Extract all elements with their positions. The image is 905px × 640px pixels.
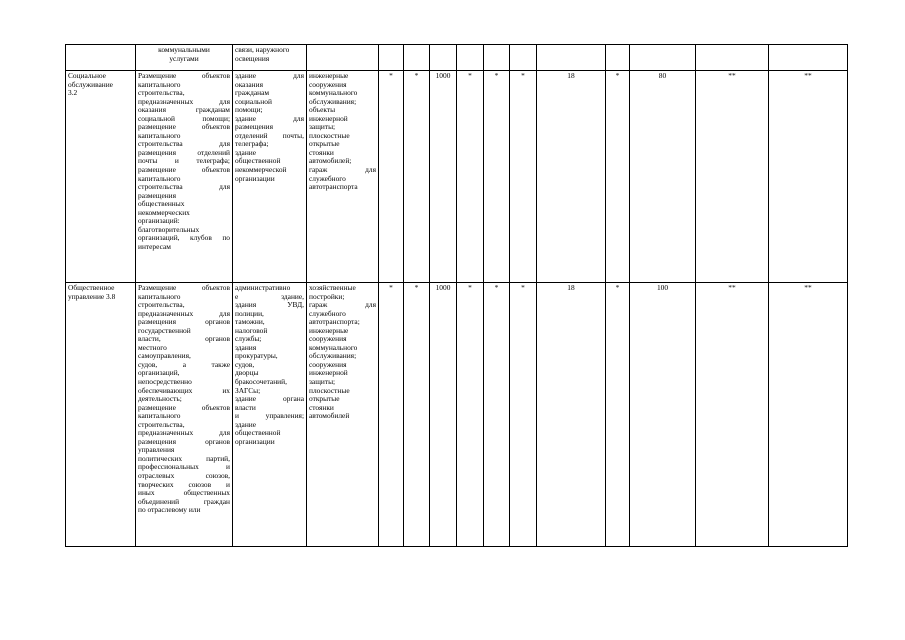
cell-line: организаций, клубов по (138, 233, 230, 243)
cell-line: плоскостные (309, 385, 350, 395)
cell-line: размещение объектов (138, 122, 230, 132)
cell-line: обслуживания; (309, 96, 357, 106)
cell-v9: 100 (630, 283, 696, 547)
cell-line: строительства, (138, 88, 185, 98)
cell-line: размещение объектов (138, 402, 230, 412)
cell-line: строительства для (138, 182, 230, 192)
cell-line: автомобилей; (309, 156, 352, 166)
cell-v2: * (404, 71, 430, 283)
cell-v10 (696, 45, 769, 71)
cell-line: почты и телеграфа; (138, 156, 230, 166)
cell-v7 (537, 45, 606, 71)
cell-v2: * (404, 283, 430, 547)
cell-v8: * (606, 283, 630, 547)
cell-line: самоуправления, (138, 351, 191, 361)
cell-line: интересам (138, 241, 171, 251)
cell-line: сооружения (309, 334, 347, 344)
cell-v10: ** (696, 283, 769, 547)
cell-v5 (484, 45, 510, 71)
cell-line: защиты; (309, 377, 336, 387)
cell-line: здание (235, 419, 257, 429)
cell-v6: * (510, 283, 537, 547)
cell-permitted-use: коммунальными услугами (136, 45, 233, 71)
cell-line: объекты (309, 105, 336, 115)
cell-line: прокуратуры, (235, 351, 278, 361)
cell-line: хозяйственные (309, 283, 356, 292)
cell-line: Социальное (68, 71, 106, 80)
cell-v4: * (457, 71, 484, 283)
cell-line: иных общественных (138, 488, 230, 498)
cell-line: стоянки (309, 402, 334, 412)
cell-line: общественной (235, 156, 281, 166)
cell-line: некоммерческой (235, 165, 287, 175)
cell-v7: 18 (537, 283, 606, 547)
cell-v7: 18 (537, 71, 606, 283)
cell-line: объединений граждан (138, 496, 230, 506)
cell-line: предназначенных для (138, 96, 230, 106)
regulations-table (65, 44, 848, 547)
cell-line: коммунального (309, 342, 358, 352)
cell-line: размещение объектов (138, 165, 230, 175)
cell-v11: ** (769, 71, 848, 283)
cell-v3: 1000 (430, 283, 457, 547)
cell-line: социальной (235, 96, 272, 106)
cell-line: телеграфа; (235, 139, 269, 149)
cell-line: строительства для (138, 139, 230, 149)
cell-line: инженерные (309, 325, 349, 335)
cell-line: отделений почты, (235, 130, 304, 140)
cell-line: здание (235, 147, 257, 157)
cell-v11: ** (769, 283, 848, 547)
cell-line: социальной помощи; (138, 113, 230, 123)
cell-line: административно (235, 283, 291, 292)
cell-line: капитального (138, 291, 181, 301)
cell-line: плоскостные (309, 130, 350, 140)
cell-line: стоянки (309, 147, 334, 157)
cell-line: автотранспорта; (309, 317, 360, 327)
cell-v5: * (484, 283, 510, 547)
cell-line: предназначенных для (138, 308, 230, 318)
cell-line: е здание, (235, 291, 304, 301)
cell-v5: * (484, 71, 510, 283)
cell-line: размещения (138, 190, 177, 200)
cell-line: капитального (138, 411, 181, 421)
cell-line: общественной (235, 428, 281, 438)
cell-v8: * (606, 71, 630, 283)
cell-line: инженерные (309, 71, 349, 80)
cell-line: открытые (309, 139, 340, 149)
cell-line: деятельность; (138, 394, 182, 404)
cell-line: власти (235, 402, 256, 412)
cell-v3 (430, 45, 457, 71)
cell-line: инженерной (309, 113, 348, 123)
cell-line: власти, органов (138, 334, 230, 344)
cell-v9 (630, 45, 696, 71)
cell-line: бракосочетаний, (235, 377, 287, 387)
cell-line: Общественное (68, 283, 115, 292)
cell-v3: 1000 (430, 71, 457, 283)
cell-auxiliary (307, 71, 379, 283)
cell-line: сооружения (309, 359, 347, 369)
cell-line: здание для (235, 113, 304, 123)
table-row-continuation (66, 45, 848, 71)
cell-line: благотворительных (138, 224, 200, 234)
cell-line: капитального (138, 173, 181, 183)
cell-name (66, 71, 136, 283)
cell-line: капитального (138, 130, 181, 140)
cell-line: отраслевых союзов, (138, 471, 230, 481)
cell-line: дворцы (235, 368, 259, 378)
cell-line: размещения органов (138, 317, 230, 327)
cell-v8 (606, 45, 630, 71)
cell-line: обеспечивающих их (138, 385, 230, 395)
cell-line: некоммерческих (138, 207, 190, 217)
cell-permitted-use (136, 283, 233, 547)
cell-line: здание для (235, 71, 304, 80)
table-row (66, 283, 848, 547)
cell-line: здания (235, 342, 257, 352)
cell-line: автомобилей (309, 411, 350, 421)
cell-line: гараж для (309, 165, 376, 175)
cell-v4 (457, 45, 484, 71)
cell-line: таможни, (235, 317, 265, 327)
cell-line: обслуживание (68, 79, 113, 89)
cell-line: строительства, (138, 300, 185, 310)
cell-line: ЗАГСы; (235, 385, 261, 395)
cell-v2 (404, 45, 430, 71)
cell-line: Размещение объектов (138, 71, 230, 80)
cell-line: капитального (138, 79, 181, 89)
cell-line: сооружения (309, 79, 347, 89)
cell-line: оказания гражданам (138, 105, 230, 115)
cell-v10: ** (696, 71, 769, 283)
cell-line: организаций: (138, 216, 180, 226)
cell-line: непосредственно (138, 377, 192, 387)
cell-v1: * (379, 283, 404, 547)
cell-line: обслуживания; (309, 351, 357, 361)
cell-line: и управления; (235, 411, 304, 421)
cell-line: инженерной (309, 368, 348, 378)
cell-line: автотранспорта (309, 182, 358, 192)
cell-buildings: связи, наружного освещения (233, 45, 307, 71)
cell-auxiliary (307, 45, 379, 71)
cell-line: 3.2 (68, 88, 78, 98)
cell-line: размещения (235, 122, 274, 132)
cell-v11 (769, 45, 848, 71)
cell-line: творческих союзов и (138, 479, 230, 489)
cell-line: службы; (235, 334, 262, 344)
cell-v9: 80 (630, 71, 696, 283)
cell-auxiliary (307, 283, 379, 547)
cell-line: судов, а также (138, 359, 230, 369)
cell-line: управления (138, 445, 175, 455)
cell-line: по отраслевому или (138, 505, 201, 515)
cell-line: здание органа (235, 394, 304, 404)
cell-line: строительства, (138, 419, 185, 429)
cell-line: гражданам (235, 88, 270, 98)
cell-permitted-use (136, 71, 233, 283)
cell-v1 (379, 45, 404, 71)
cell-line: постройки; (309, 291, 345, 301)
cell-line: служебного (309, 173, 346, 183)
cell-line: организации (235, 173, 275, 183)
cell-line: полиции, (235, 308, 264, 318)
cell-line: предназначенных для (138, 428, 230, 438)
cell-line: Размещение объектов (138, 283, 230, 292)
cell-line: размещения органов (138, 436, 230, 446)
cell-line: гараж для (309, 300, 376, 310)
cell-name (66, 283, 136, 547)
cell-v1: * (379, 71, 404, 283)
cell-v6: * (510, 71, 537, 283)
cell-line: организаций, (138, 368, 180, 378)
cell-line: общественных (138, 199, 185, 209)
cell-line: государственной (138, 325, 191, 335)
cell-line: коммунального (309, 88, 358, 98)
cell-name (66, 45, 136, 71)
cell-line: размещения отделений (138, 147, 230, 157)
cell-v6 (510, 45, 537, 71)
cell-line: налоговой (235, 325, 268, 335)
cell-line: здания УВД, (235, 300, 304, 310)
table-row (66, 71, 848, 283)
cell-line: управление 3.8 (68, 291, 116, 301)
cell-line: политических партий, (138, 453, 230, 463)
cell-line: открытые (309, 394, 340, 404)
cell-buildings (233, 283, 307, 547)
cell-buildings (233, 71, 307, 283)
cell-line: судов, (235, 359, 255, 369)
cell-v4: * (457, 283, 484, 547)
cell-line: защиты; (309, 122, 336, 132)
cell-line: организации (235, 436, 275, 446)
cell-line: местного (138, 342, 167, 352)
cell-line: служебного (309, 308, 346, 318)
cell-line: профессиональных и (138, 462, 230, 472)
cell-line: помощи; (235, 105, 263, 115)
cell-line: оказания (235, 79, 263, 89)
